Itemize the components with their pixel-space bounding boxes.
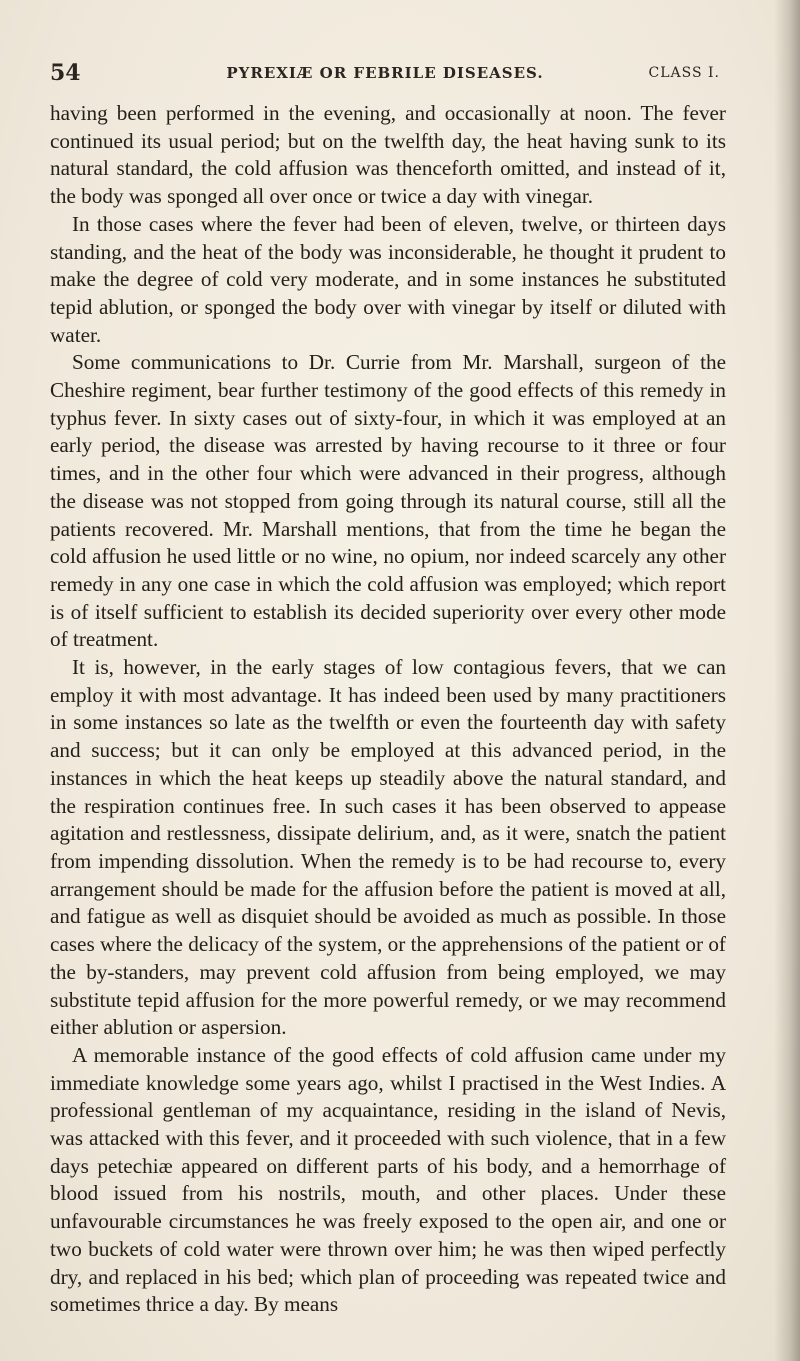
page-number: 54	[50, 60, 81, 86]
class-label: CLASS I.	[648, 65, 720, 81]
binding-shadow	[774, 0, 800, 1361]
paragraph: having been performed in the evening, and occasionally at noon. The fever continued its usual period; but on the twelfth day, the heat having sunk to its natural standard, the cold affusion was thenceforth omitted, and instead of it, the body was sponged all over once or twice a day with vinegar.	[50, 101, 726, 209]
paragraph: Some communications to Dr. Currie from Mr. Marshall, surgeon of the Cheshire regiment, bear further testimony of the good effects of this remedy in typhus fever. In sixty cases out of sixty-four, in which it was employed at an early period, the disease was arrested by having recourse to it three or four times, and in the other four which were advanced in their progress, although the disease was not stopped from going through its natural course, still all the patients recovered. Mr. Marshall mentions, that from the time he began the cold affusion he used little or no wine, no opium, nor indeed scarcely any other remedy in any one case in which the cold affusion was employed; which report is of itself sufficient to establish its decided superiority over every other mode of treatment.	[50, 350, 726, 652]
running-title: PYREXIÆ OR FEBRILE DISEASES.	[226, 64, 544, 82]
paragraph: A memorable instance of the good effects of cold affusion came under my immediate knowledge some years ago, whilst I practised in the West Indies. A professional gentleman of my acquaintance, residing in the island of Nevis, was attacked with this fever, and it proceeded with such violence, that in a few days petechiæ appeared on different parts of his body, and a hemorrhage of blood issued from his nostrils, mouth, and other places. Under these unfavourable circumstances he was freely exposed to the open air, and one or two buckets of cold water were thrown over him; he was then wiped perfectly dry, and replaced in his bed; which plan of proceeding was repeated twice and sometimes thrice a day. By means	[50, 1042, 726, 1317]
body-text	[50, 100, 726, 1319]
paragraph: In those cases where the fever had been of eleven, twelve, or thirteen days standing, and the heat of the body was inconsiderable, he thought it prudent to make the degree of cold very moderate, and in some instances he substituted tepid ablution, or sponged the body over with vinegar by itself or diluted with water.	[50, 211, 726, 347]
page-header	[50, 60, 720, 86]
paragraph: It is, however, in the early stages of low contagious fevers, that we can employ it with most advantage. It has indeed been used by many practitioners in some instances so late as the twelfth or even the fourteenth day with safety and success; but it can only be employed at this advanced period, in the instances in which the heat keeps up steadily above the natural standard, and the respiration continues free. In such cases it has been observed to appease agitation and restlessness, dissipate delirium, and, as it were, snatch the patient from impending dissolution. When the remedy is to be had recourse to, every arrangement should be made for the affusion before the patient is moved at all, and fatigue as well as disquiet should be avoided as much as possible. In those cases where the delicacy of the system, or the apprehensions of the patient or of the by-standers, may prevent cold affusion from being employed, we may substitute tepid affusion for the more powerful remedy, or we may recommend either ablution or aspersion.	[50, 655, 726, 1040]
